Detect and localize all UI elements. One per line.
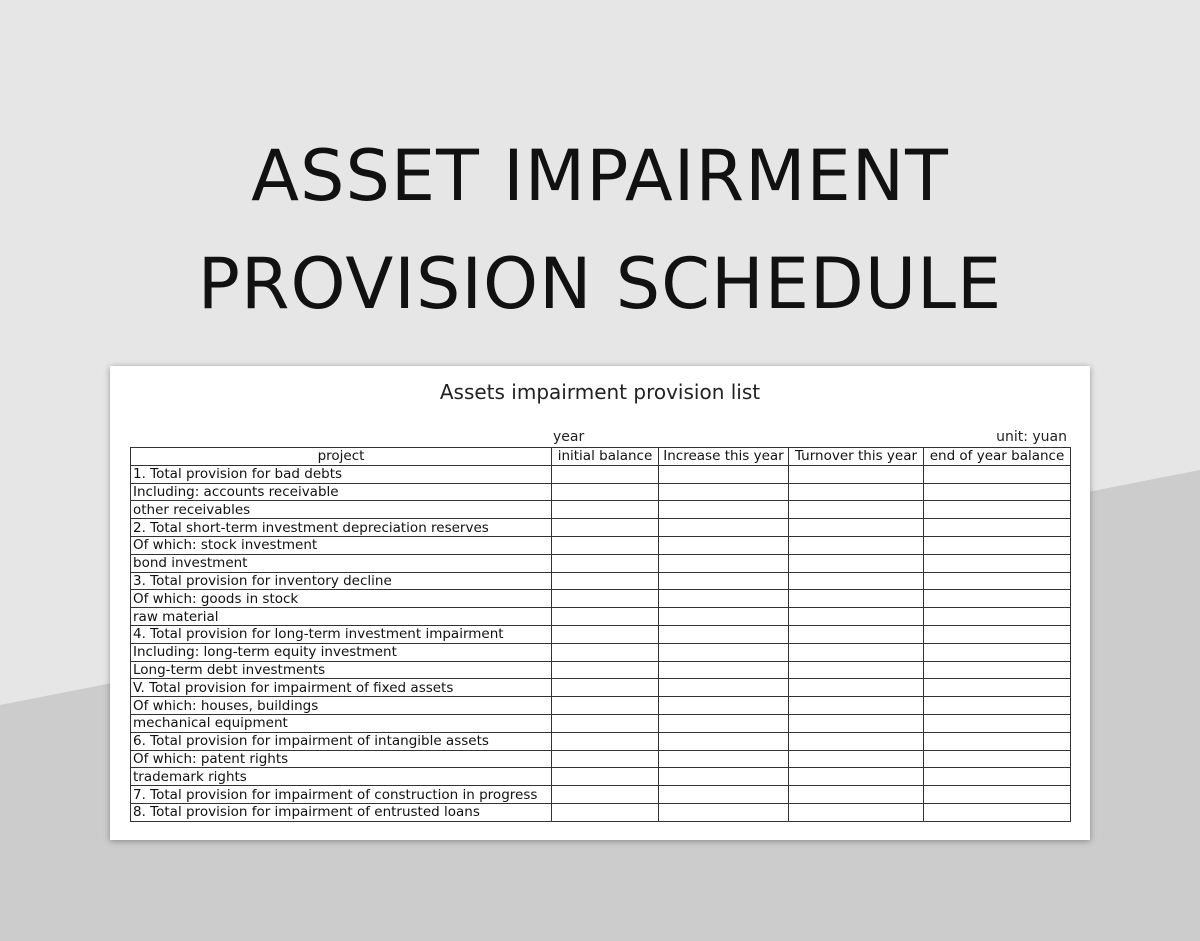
- table-row: [131, 625, 1071, 643]
- table-row: [131, 590, 1071, 608]
- table-row: [131, 803, 1071, 821]
- cell-end-balance[interactable]: [924, 697, 1071, 715]
- cell-end-balance[interactable]: [924, 572, 1071, 590]
- cell-turnover[interactable]: [789, 732, 924, 750]
- cell-increase[interactable]: [659, 572, 789, 590]
- table-row: [131, 732, 1071, 750]
- row-label: Of which: patent rights: [131, 750, 552, 768]
- table-body: [131, 465, 1071, 821]
- cell-initial-balance[interactable]: [552, 732, 659, 750]
- cell-increase[interactable]: [659, 661, 789, 679]
- cell-increase[interactable]: [659, 519, 789, 537]
- cell-end-balance[interactable]: [924, 625, 1071, 643]
- row-label: 2. Total short-term investment depreciation reserves: [131, 519, 552, 537]
- cell-increase[interactable]: [659, 536, 789, 554]
- cell-increase[interactable]: [659, 465, 789, 483]
- cell-increase[interactable]: [659, 501, 789, 519]
- cell-end-balance[interactable]: [924, 732, 1071, 750]
- row-label: Of which: stock investment: [131, 536, 552, 554]
- year-label: year: [553, 429, 585, 445]
- row-label: 1. Total provision for bad debts: [131, 465, 552, 483]
- cell-increase[interactable]: [659, 608, 789, 626]
- cell-increase[interactable]: [659, 590, 789, 608]
- cell-turnover[interactable]: [789, 501, 924, 519]
- cell-initial-balance[interactable]: [552, 536, 659, 554]
- cell-initial-balance[interactable]: [552, 554, 659, 572]
- cell-initial-balance[interactable]: [552, 483, 659, 501]
- table-row: [131, 786, 1071, 804]
- cell-increase[interactable]: [659, 750, 789, 768]
- cell-initial-balance[interactable]: [552, 679, 659, 697]
- column-header-project: project: [131, 448, 552, 466]
- row-label: Including: long-term equity investment: [131, 643, 552, 661]
- cell-increase[interactable]: [659, 554, 789, 572]
- cell-increase[interactable]: [659, 768, 789, 786]
- column-header-increase: Increase this year: [659, 448, 789, 466]
- sheet-title: Assets impairment provision list: [439, 380, 761, 404]
- cell-end-balance[interactable]: [924, 501, 1071, 519]
- row-label: other receivables: [131, 501, 552, 519]
- headline-line-2: PROVISION SCHEDULE: [197, 243, 1003, 325]
- cell-initial-balance[interactable]: [552, 519, 659, 537]
- cell-initial-balance[interactable]: [552, 572, 659, 590]
- cell-increase[interactable]: [659, 803, 789, 821]
- table-row: [131, 714, 1071, 732]
- cell-end-balance[interactable]: [924, 608, 1071, 626]
- cell-increase[interactable]: [659, 625, 789, 643]
- row-label: Of which: goods in stock: [131, 590, 552, 608]
- table-header-row: [131, 448, 1071, 466]
- cell-end-balance[interactable]: [924, 465, 1071, 483]
- column-header-turnover: Turnover this year: [789, 448, 924, 466]
- cell-initial-balance[interactable]: [552, 643, 659, 661]
- cell-end-balance[interactable]: [924, 590, 1071, 608]
- cell-increase[interactable]: [659, 679, 789, 697]
- cell-end-balance[interactable]: [924, 786, 1071, 804]
- row-label: 7. Total provision for impairment of construction in progress: [131, 786, 552, 804]
- table-row: [131, 536, 1071, 554]
- cell-end-balance[interactable]: [924, 750, 1071, 768]
- table-row: [131, 608, 1071, 626]
- cell-end-balance[interactable]: [924, 768, 1071, 786]
- row-label: 3. Total provision for inventory decline: [131, 572, 552, 590]
- cell-increase[interactable]: [659, 643, 789, 661]
- provision-table: [130, 447, 1071, 822]
- cell-end-balance[interactable]: [924, 661, 1071, 679]
- cell-turnover[interactable]: [789, 536, 924, 554]
- cell-turnover[interactable]: [789, 679, 924, 697]
- cell-initial-balance[interactable]: [552, 465, 659, 483]
- row-label: Including: accounts receivable: [131, 483, 552, 501]
- cell-turnover[interactable]: [789, 714, 924, 732]
- row-label: bond investment: [131, 554, 552, 572]
- cell-end-balance[interactable]: [924, 643, 1071, 661]
- table-row: [131, 519, 1071, 537]
- cell-end-balance[interactable]: [924, 519, 1071, 537]
- unit-label: unit: yuan: [996, 429, 1067, 445]
- cell-initial-balance[interactable]: [552, 714, 659, 732]
- cell-end-balance[interactable]: [924, 714, 1071, 732]
- row-label: raw material: [131, 608, 552, 626]
- cell-end-balance[interactable]: [924, 554, 1071, 572]
- table-row: [131, 697, 1071, 715]
- cell-increase[interactable]: [659, 786, 789, 804]
- cell-end-balance[interactable]: [924, 483, 1071, 501]
- row-label: Of which: houses, buildings: [131, 697, 552, 715]
- cell-initial-balance[interactable]: [552, 661, 659, 679]
- column-header-initial-balance: initial balance: [552, 448, 659, 466]
- table-row: [131, 768, 1071, 786]
- cell-turnover[interactable]: [789, 608, 924, 626]
- cell-turnover[interactable]: [789, 483, 924, 501]
- table-row: [131, 679, 1071, 697]
- row-label: V. Total provision for impairment of fixed assets: [131, 679, 552, 697]
- row-label: mechanical equipment: [131, 714, 552, 732]
- cell-increase[interactable]: [659, 483, 789, 501]
- cell-turnover[interactable]: [789, 572, 924, 590]
- cell-end-balance[interactable]: [924, 679, 1071, 697]
- cell-turnover[interactable]: [789, 768, 924, 786]
- cell-initial-balance[interactable]: [552, 697, 659, 715]
- cell-end-balance[interactable]: [924, 803, 1071, 821]
- cell-turnover[interactable]: [789, 590, 924, 608]
- table-row: [131, 572, 1071, 590]
- cell-initial-balance[interactable]: [552, 750, 659, 768]
- cell-increase[interactable]: [659, 697, 789, 715]
- cell-increase[interactable]: [659, 714, 789, 732]
- cell-initial-balance[interactable]: [552, 803, 659, 821]
- row-label: 4. Total provision for long-term investment impairment: [131, 625, 552, 643]
- table-row: [131, 554, 1071, 572]
- cell-turnover[interactable]: [789, 625, 924, 643]
- cell-turnover[interactable]: [789, 786, 924, 804]
- cell-turnover[interactable]: [789, 661, 924, 679]
- cell-turnover[interactable]: [789, 643, 924, 661]
- row-label: trademark rights: [131, 768, 552, 786]
- cell-initial-balance[interactable]: [552, 501, 659, 519]
- cell-turnover[interactable]: [789, 465, 924, 483]
- cell-initial-balance[interactable]: [552, 786, 659, 804]
- cell-turnover[interactable]: [789, 697, 924, 715]
- cell-initial-balance[interactable]: [552, 590, 659, 608]
- column-header-end-balance: end of year balance: [924, 448, 1071, 466]
- table-row: [131, 465, 1071, 483]
- cell-initial-balance[interactable]: [552, 625, 659, 643]
- table-row: [131, 483, 1071, 501]
- cell-turnover[interactable]: [789, 803, 924, 821]
- cell-turnover[interactable]: [789, 519, 924, 537]
- cell-turnover[interactable]: [789, 554, 924, 572]
- row-label: Long-term debt investments: [131, 661, 552, 679]
- table-row: [131, 501, 1071, 519]
- row-label: 6. Total provision for impairment of intangible assets: [131, 732, 552, 750]
- cell-turnover[interactable]: [789, 750, 924, 768]
- headline-line-1: ASSET IMPAIRMENT: [251, 135, 949, 217]
- cell-initial-balance[interactable]: [552, 608, 659, 626]
- cell-initial-balance[interactable]: [552, 768, 659, 786]
- table-row: [131, 661, 1071, 679]
- row-label: 8. Total provision for impairment of entrusted loans: [131, 803, 552, 821]
- page-headline: [0, 122, 1200, 338]
- table-row: [131, 643, 1071, 661]
- cell-end-balance[interactable]: [924, 536, 1071, 554]
- table-row: [131, 750, 1071, 768]
- cell-increase[interactable]: [659, 732, 789, 750]
